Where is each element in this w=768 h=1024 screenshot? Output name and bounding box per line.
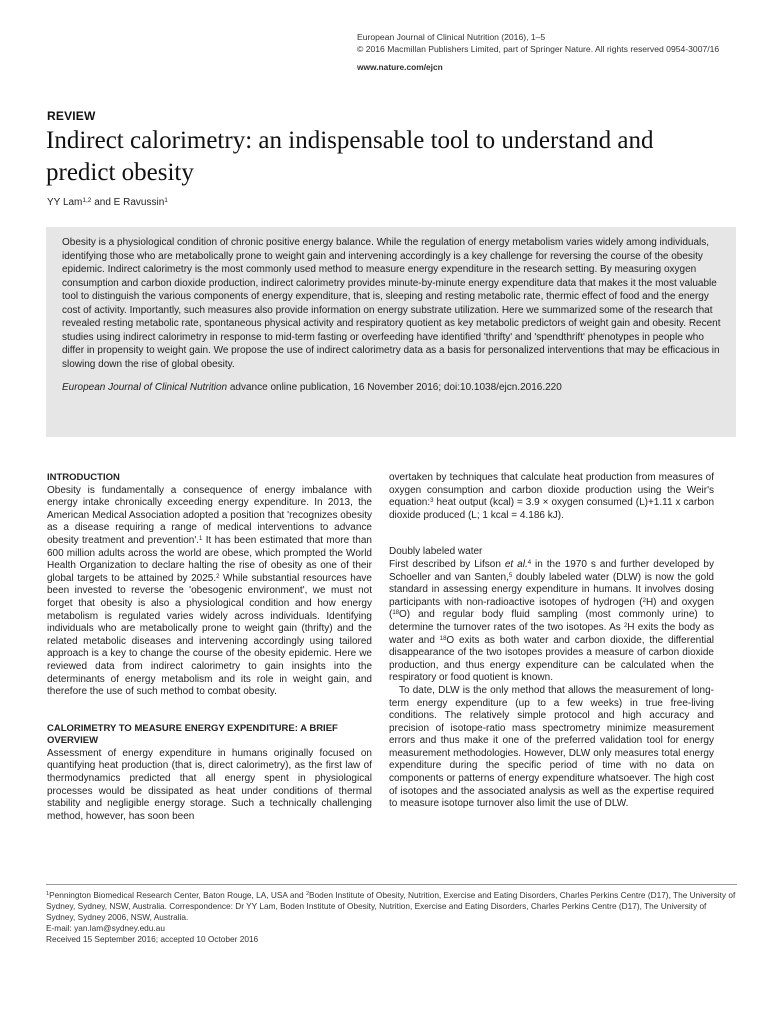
isotope-mark: 18 bbox=[439, 635, 447, 642]
section-heading-introduction: INTRODUCTION bbox=[47, 472, 120, 483]
text-run: overtaken by techniques that calculate heat production from measures of oxygen consumption and carbon dioxide production using the Weir's equation: bbox=[389, 472, 714, 509]
text-run: in the 1970 s and further developed by Schoeller and van Santen, bbox=[389, 558, 714, 583]
calorimetry-paragraph: Assessment of energy expenditure in humans originally focused on quantifying heat production (that is, direct calorimetry), as the first law of thermodynamics predicted that all energy spent in physiological processes would be dissipated as heat under conditions of thermal stability and negligible energy storage. Such a technically challenging method, however, has soon been bbox=[47, 747, 372, 822]
reference-mark[interactable]: 2 bbox=[216, 573, 220, 580]
article-title: Indirect calorimetry: an indispensable tool to understand and predict obesity bbox=[46, 127, 654, 186]
journal-copyright: © 2016 Macmillan Publishers Limited, part of Springer Nature. All rights reserved 0954-3007/16 bbox=[357, 44, 720, 54]
isotope-mark: 2 bbox=[642, 597, 646, 604]
text-run: heat output (kcal) = 3.9 × oxygen consumed (L)+1.11 x carbon dioxide produced (L; 1 kcal = 4.186 kJ). bbox=[389, 497, 714, 521]
right-column bbox=[389, 472, 714, 811]
article-type-label: REVIEW bbox=[47, 109, 96, 123]
affiliation-text: Pennington Biomedical Research Center, Baton Rouge, LA, USA and bbox=[49, 890, 306, 900]
author-name: YY Lam bbox=[47, 197, 83, 208]
author-name: and E Ravussin bbox=[91, 197, 165, 208]
affiliation-mark: 2 bbox=[305, 891, 310, 897]
text-run: H) and oxygen ( bbox=[389, 596, 714, 621]
text-run: O) and regular body fluid sampling (most commonly urine) to determine the turnover rates of the two isotopes. As bbox=[389, 609, 714, 633]
weir-equation-paragraph bbox=[389, 472, 714, 522]
affiliation-text: Boden Institute of Obesity, Nutrition, Exercise and Eating Disorders, Charles Perkins Centre (D17), The University of Sydney, Sydney, NSW, Australia. Correspondence: Dr YY Lam, Boden Institute of Obesity, Nutrition, Exercise and Eating Disorders, Charles Perkins Centre (D17), The University of Sydney, Sydney 2006, NSW, Australia. bbox=[46, 890, 736, 922]
affiliation-mark: 1 bbox=[46, 891, 50, 897]
reference-mark[interactable]: 1 bbox=[199, 535, 203, 542]
reference-mark[interactable]: 4 bbox=[527, 559, 532, 566]
citation-journal: European Journal of Clinical Nutrition bbox=[62, 382, 228, 393]
text-run: H exits the body as water and bbox=[389, 621, 714, 646]
subheading-doubly-labeled-water: Doubly labeled water bbox=[389, 546, 483, 558]
text-run: doubly labeled water (DLW) is now the gold standard in assessing energy expenditure in humans. It involves dosing participants with non-radioactive isotopes of hydrogen ( bbox=[389, 571, 714, 608]
text-run: O exits as both water and carbon dioxide, the differential disappearance of the two isotopes provides a measure of carbon dioxide production, and thus energy expenditure can be calculated when the respiratory or food quotient is known. bbox=[389, 634, 714, 684]
text-run: Obesity is fundamentally a consequence of energy imbalance with energy intake chronically exceeding energy expenditure. In 2013, the American Medical Association adopted a position that 'recognizes obesity as a disease requiring a range of medical interventions to advance obesity treatment and prevention'. bbox=[47, 484, 372, 546]
text-run: et al. bbox=[504, 558, 528, 570]
journal-url-link[interactable]: www.nature.com/ejcn bbox=[357, 62, 443, 72]
section-heading-calorimetry: CALORIMETRY TO MEASURE ENERGY EXPENDITURE: A BRIEF OVERVIEW bbox=[47, 722, 338, 747]
isotope-mark: 2 bbox=[623, 622, 628, 629]
abstract-citation bbox=[62, 381, 722, 394]
dlw-paragraph-2: To date, DLW is the only method that allows the measurement of long-term energy expenditure (up to a few weeks) in true free-living conditions. The relatively simple protocol and high accuracy and precision of isotope-ratio mass spectrometry minimize measurement errors and thus make it one of the preferred validation tool for energy measurement methodologies. However, DLW only measures total energy expenditure during the specific period of time with no data on components or patterns of energy expenditure whatsoever. The high cost of isotopes and the associated analysis as well as the expertise required to measure isotope turnover also limit the use of DLW. bbox=[389, 684, 714, 810]
received-dates: Received 15 September 2016; accepted 10 October 2016 bbox=[46, 934, 259, 944]
affiliations bbox=[46, 890, 737, 923]
author-affiliation-mark: 1 bbox=[164, 197, 168, 204]
footnotes bbox=[46, 890, 737, 945]
dlw-paragraph-1 bbox=[389, 559, 714, 685]
journal-name-line: European Journal of Clinical Nutrition (2016), 1–5 bbox=[357, 32, 546, 42]
spacer bbox=[47, 699, 372, 711]
author-line bbox=[47, 197, 168, 208]
text-run: First described by Lifson bbox=[389, 558, 505, 570]
text-run: It has been estimated that more than 600 million adults across the world are obese, which prompted the World Health Organization to declare halting the rise of obesity as one of their global targets to be attained by 2025. bbox=[47, 534, 372, 584]
reference-mark[interactable]: 3 bbox=[430, 498, 434, 505]
reference-mark[interactable]: 5 bbox=[508, 572, 513, 579]
abstract-text: Obesity is a physiological condition of chronic positive energy balance. While the regulation of energy metabolism varies widely among individuals, identifying those who are metabolically prone to weight gain and intervening accordingly is a key challenge for reversing the course of the obesity epidemic. Indirect calorimetry is the most commonly used method to measure energy expenditure in the research setting. By measuring oxygen consumption and carbon dioxide production, indirect calorimetry provides minute-by-minute energy expenditure data that makes it the most valuable tool to distinguish the various components of energy expenditure, that is, sleeping and resting metabolic rate, thermic effect of food and the energy cost of activity. Importantly, such measures also provide information on energy substrate utilization. Here we summarized some of the research that revealed resting metabolic rate, spontaneous physical activity and respiratory quotient as key metabolic predictors of weight gain and obesity. Recent studies using indirect calorimetry in response to mid-term fasting or overfeeding have identified 'thrifty' and 'spendthrift' phenotypes in people who differ in propensity to weight gain. We propose the use of indirect calorimetry data as a basis for personalized interventions that may be efficacious in slowing down the rise of global obesity. bbox=[62, 237, 721, 370]
isotope-mark: 18 bbox=[392, 610, 400, 617]
citation-details: advance online publication, 16 November 2016; doi:10.1038/ejcn.2016.220 bbox=[227, 382, 562, 393]
introduction-paragraph bbox=[47, 485, 372, 699]
footer-divider bbox=[46, 884, 737, 885]
author-affiliation-mark: 1,2 bbox=[82, 197, 92, 204]
spacer bbox=[47, 711, 372, 723]
spacer bbox=[389, 522, 714, 534]
correspondence-email[interactable]: E-mail: yan.lam@sydney.edu.au bbox=[46, 923, 165, 933]
left-column bbox=[47, 472, 372, 823]
abstract-box bbox=[46, 227, 736, 437]
journal-header bbox=[357, 31, 737, 73]
text-run: While substantial resources have been invested to reverse the 'obesogenic environment', we must not forget that obesity is also a physiological condition and how energy metabolism is regulated varies widely across individuals. Identifying individuals who are metabolically prone to weight gain (thrifty) and the related metabolic diseases and intervening accordingly using tailored approach is a key to change the course of the obesity epidemic. Here we reviewed data from indirect calorimetry to gain insights into the determinants of energy metabolism and its role in weight gain, and therefore the use of such method to combat obesity. bbox=[47, 572, 372, 698]
